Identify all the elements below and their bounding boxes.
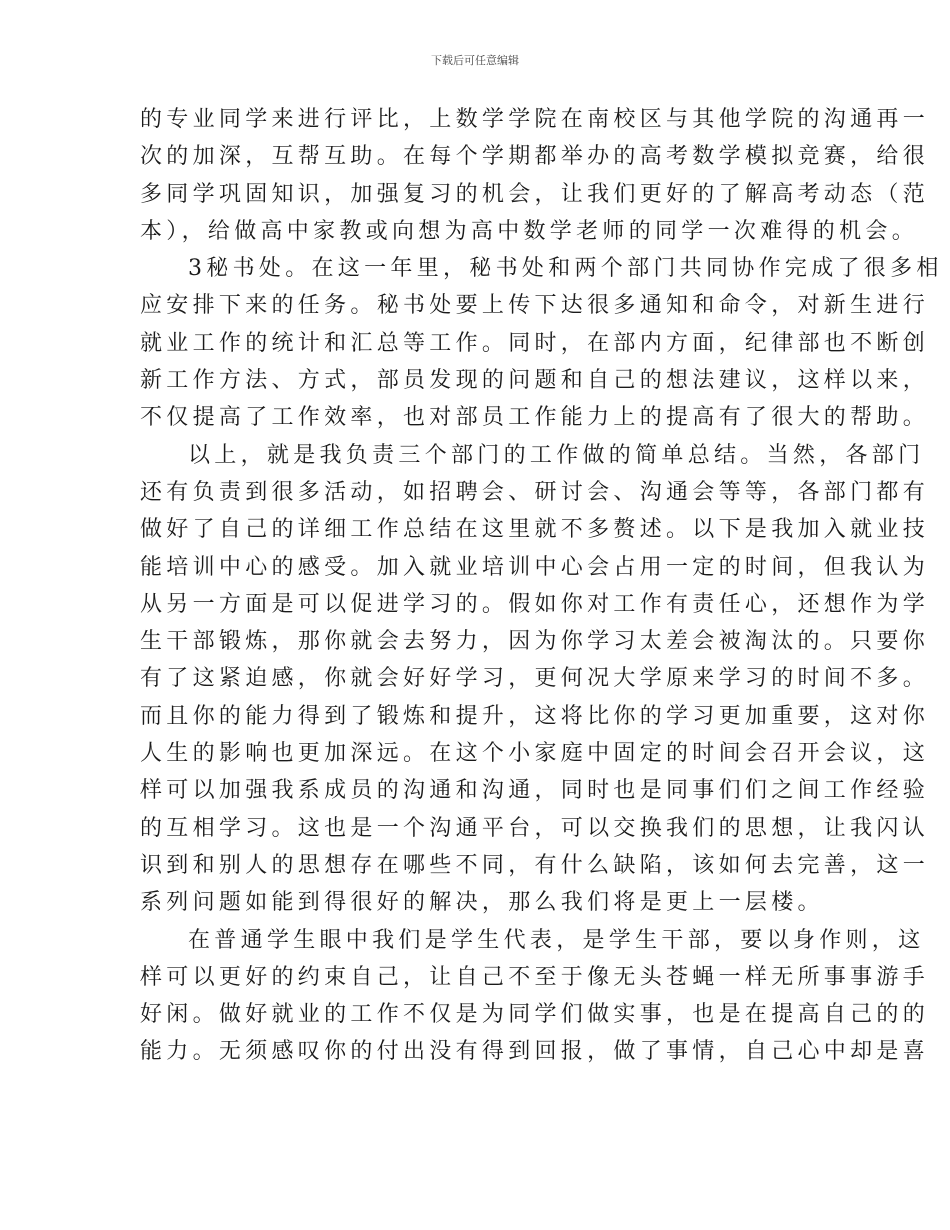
text-line: 应安排下来的任务。秘书处要上传下达很多通知和命令，对新生进行 (140, 293, 930, 319)
text-line: 以上，就是我负责三个部门的工作做的简单总结。当然，各部门 (188, 442, 925, 468)
text-line: 有了这紧迫感，你就会好好学习，更何况大学原来学习的时间不多。 (140, 666, 930, 692)
text-line: 的专业同学来进行评比，上数学学院在南校区与其他学院的沟通再一 (140, 107, 930, 132)
paragraph (140, 437, 930, 922)
text-line: 新工作方法、方式，部员发现的问题和自己的想法建议，这样以来， (140, 368, 930, 394)
text-line: 从另一方面是可以促进学习的。假如你对工作有责任心，还想作为学 (140, 591, 930, 617)
text-line: 而且你的能力得到了锻炼和提升，这将比你的学习更加重要，这对你 (140, 703, 930, 729)
text-line: 还有负责到很多活动，如招聘会、研讨会、沟通会等等，各部门都有 (140, 479, 930, 505)
document-body (140, 101, 943, 1071)
paragraph (140, 101, 930, 250)
text-line: 的互相学习。这也是一个沟通平台，可以交换我们的思想，让我闪认 (140, 815, 930, 841)
text-line: 3秘书处。在这一年里，秘书处和两个部门共同协作完成了很多相 (188, 256, 943, 282)
page-header: 下载后可任意编辑 (431, 54, 519, 67)
text-line: 能力。无须感叹你的付出没有得到回报，做了事情，自己心中却是喜 (140, 1039, 930, 1065)
text-line: 就业工作的统计和汇总等工作。同时，在部内方面，纪律部也不断创 (140, 330, 930, 356)
text-line: 样可以加强我系成员的沟通和沟通，同时也是同事们们之间工作经验 (140, 778, 930, 804)
text-line: 好闲。做好就业的工作不仅是为同学们做实事，也是在提高自己的的 (140, 1002, 930, 1028)
text-line: 人生的影响也更加深远。在这个小家庭中固定的时间会召开会议，这 (140, 741, 930, 767)
text-line: 识到和别人的思想存在哪些不同，有什么缺陷，该如何去完善，这一 (140, 852, 930, 878)
text-line: 次的加深，互帮互助。在每个学期都举办的高考数学模拟竞赛，给很 (140, 144, 930, 170)
text-line: 样可以更好的约束自己，让自己不至于像无头苍蝇一样无所事事游手 (140, 964, 930, 990)
paragraph (140, 922, 930, 1071)
text-line: 本），给做高中家教或向想为高中数学老师的同学一次难得的机会。 (140, 218, 919, 244)
text-line: 在普通学生眼中我们是学生代表，是学生干部，要以身作则，这 (188, 927, 925, 953)
paragraph (140, 250, 943, 436)
text-line: 能培训中心的感受。加入就业培训中心会占用一定的时间，但我认为 (140, 554, 930, 580)
text-line: 生干部锻炼，那你就会去努力，因为你学习太差会被淘汰的。只要你 (140, 629, 930, 655)
text-line: 不仅提高了工作效率，也对部员工作能力上的提高有了很大的帮助。 (140, 405, 930, 431)
text-line: 系列问题如能到得很好的解决，那么我们将是更上一层楼。 (140, 890, 824, 916)
text-line: 多同学巩固知识，加强复习的机会，让我们更好的了解高考动态（范 (140, 181, 930, 207)
text-line: 做好了自己的详细工作总结在这里就不多赘述。以下是我加入就业技 (140, 517, 930, 543)
